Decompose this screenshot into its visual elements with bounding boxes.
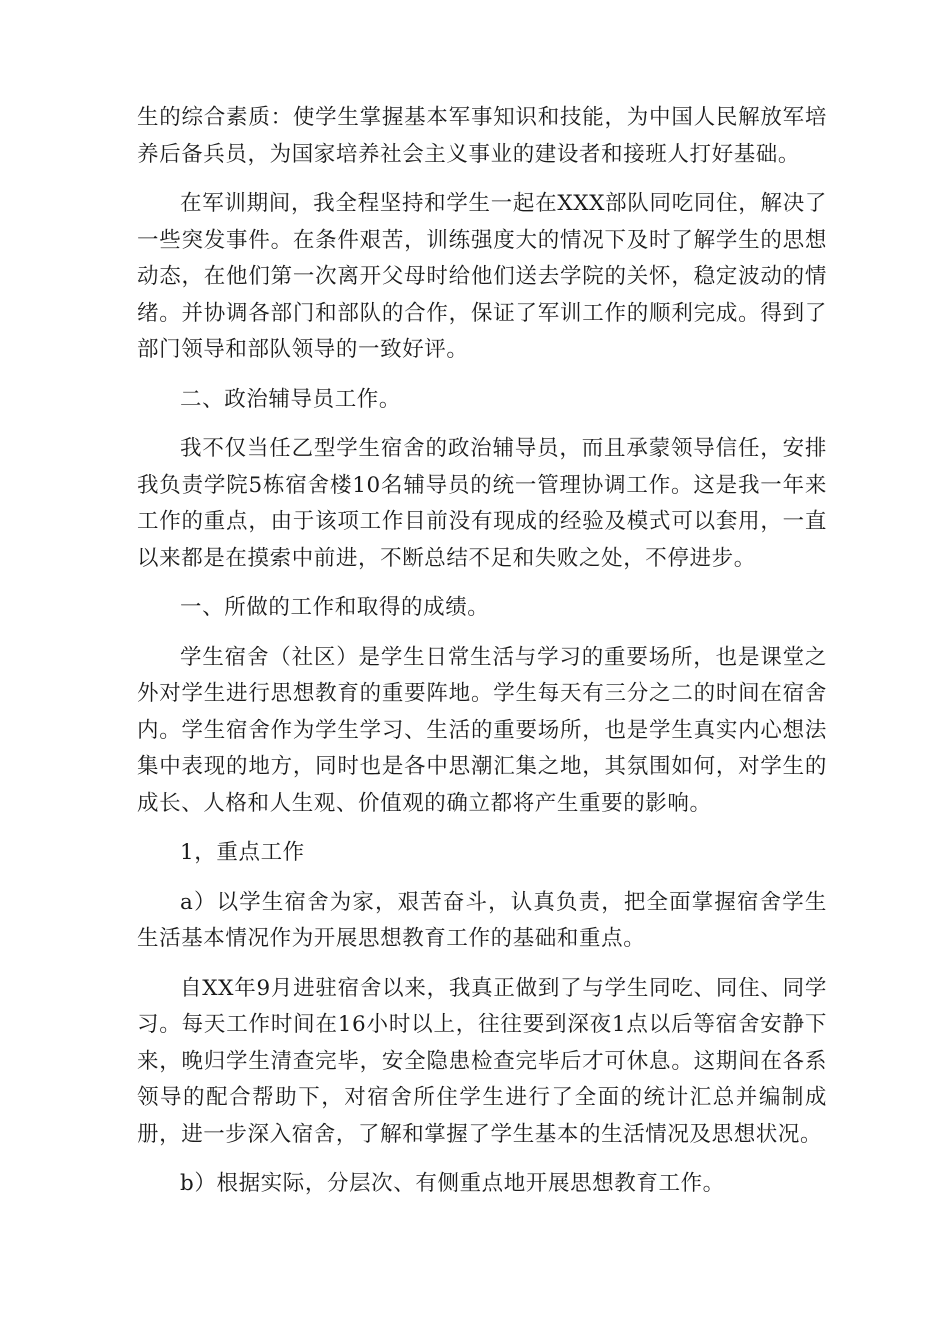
section-heading-achievements: 一、所做的工作和取得的成绩。 [180,595,490,620]
list-item-a: a）以学生宿舍为家，艰苦奋斗，认真负责，把全面掌握宿舍学生生活基本情况作为开展思想教育工作的基础和重点。 [137,889,827,951]
paragraph-dormitory-importance: 学生宿舍（社区）是学生日常生活与学习的重要场所，也是课堂之外对学生进行思想教育的重要阵地。学生每天有三分之二的时间在宿舍内。学生宿舍作为学生学习、生活的重要场所，也是学生真实内心想法集中表现的地方，同时也是各中思潮汇集之地，其氛围如何，对学生的成长、人格和人生观、价值观的确立都将产生重要的影响。 [137,644,827,816]
paragraph-counselor-duties: 我不仅当任乙型学生宿舍的政治辅导员，而且承蒙领导信任，安排我负责学院5栋宿舍楼10名辅导员的统一管理协调工作。这是我一年来工作的重点，由于该项工作目前没有现成的经验及模式可以套用，一直以来都是在摸索中前进，不断总结不足和失败之处，不停进步。 [137,436,827,571]
section-heading-counselor-work: 二、政治辅导员工作。 [180,386,402,412]
paragraph-military-training: 在军训期间，我全程坚持和学生一起在XXX部队同吃同住，解决了一些突发事件。在条件艰苦，训练强度大的情况下及时了解学生的思想动态，在他们第一次离开父母时给他们送去学院的关怀，稳定波动的情绪。并协调各部门和部队的合作，保证了军训工作的顺利完成。得到了部门领导和部队领导的一致好评。 [137,191,827,362]
list-item-b: b）根据实际，分层次、有侧重点地开展思想教育工作。 [180,1171,725,1196]
subsection-heading-key-work: 1，重点工作 [180,840,305,865]
paragraph-continuation: 生的综合素质：使学生掌握基本军事知识和技能，为中国人民解放军培养后备兵员，为国家培养社会主义事业的建设者和接班人打好基础。 [137,105,827,167]
paragraph-dormitory-residence: 自XX年9月进驻宿舍以来，我真正做到了与学生同吃、同住、同学习。每天工作时间在16小时以上，往往要到深夜1点以后等宿舍安静下来，晚归学生清查完毕，安全隐患检查完毕后才可休息。这期间在各系领导的配合帮助下，对宿舍所住学生进行了全面的统计汇总并编制成册，进一步深入宿舍，了解和掌握了学生基本的生活情况及思想状况。 [137,975,827,1147]
document-body [137,100,827,1216]
